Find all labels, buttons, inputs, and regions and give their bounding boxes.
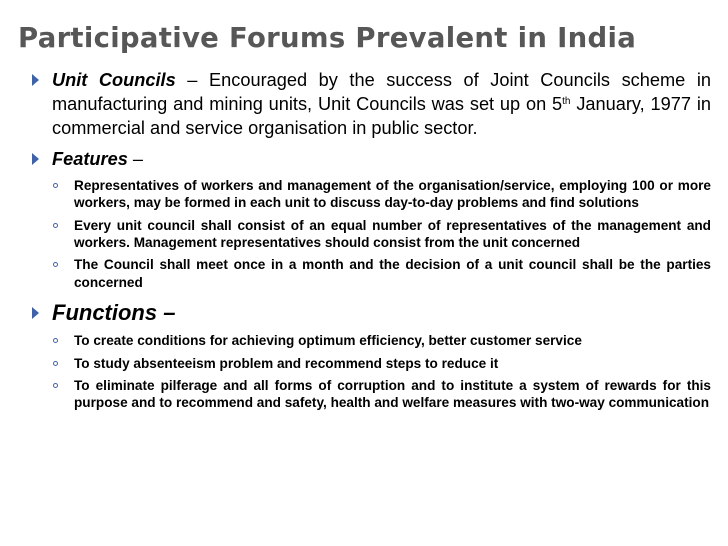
- list-item-text: Representatives of workers and management of the organisation/service, employing 100 or more workers, may be formed in each unit to discuss day-to-day problems and find solutions: [74, 177, 711, 211]
- list-item: [52, 332, 711, 349]
- list-item: [52, 177, 711, 212]
- slide-title: Participative Forums Prevalent in India: [18, 22, 637, 54]
- bullet-unit-councils: [30, 68, 711, 141]
- functions-dash: –: [157, 300, 176, 326]
- list-item-text: To eliminate pilferage and all forms of corruption and to institute a system of rewards for this purpose and to recommend and safety, health and welfare measures with two-way communication: [74, 378, 711, 411]
- circle-bullet-icon: [53, 361, 58, 366]
- bullet-functions: [30, 299, 711, 328]
- unit-councils-heading: Unit Councils: [52, 70, 176, 90]
- features-heading-line: [52, 147, 711, 171]
- triangle-bullet-icon: [32, 153, 39, 165]
- circle-bullet-icon: [53, 183, 58, 188]
- circle-bullet-icon: [53, 223, 58, 228]
- list-item-text: To create conditions for achieving optimum efficiency, better customer service: [74, 333, 582, 349]
- unit-councils-text: Encouraged by the success of Joint Councils scheme in manufacturing and mining units, Unit Councils was set up on 5: [52, 70, 711, 115]
- list-item: [52, 256, 711, 291]
- unit-councils-dash: –: [175, 70, 209, 90]
- circle-bullet-icon: [53, 262, 58, 267]
- functions-heading-line: [52, 299, 711, 328]
- bullet-features: [30, 147, 711, 171]
- list-item: [52, 377, 711, 412]
- features-dash: –: [127, 148, 143, 169]
- list-item-text: To study absenteeism problem and recommend steps to reduce it: [74, 355, 499, 371]
- ordinal-suffix: th: [562, 96, 571, 108]
- list-item-text: The Council shall meet once in a month and the decision of a unit council shall be the parties concerned: [74, 257, 711, 290]
- list-item-text: Every unit council shall consist of an equal number of representatives of the management and workers. Management representatives should consist from the unit concerned: [74, 217, 711, 251]
- triangle-bullet-icon: [32, 74, 39, 86]
- unit-councils-paragraph: [52, 68, 711, 141]
- circle-bullet-icon: [53, 338, 58, 343]
- functions-list: [30, 332, 711, 412]
- circle-bullet-icon: [53, 383, 58, 388]
- features-list: [30, 177, 711, 291]
- list-item: [52, 217, 711, 252]
- unit-councils-text-end: January, 1977 in commercial and service organisation in public sector.: [52, 94, 711, 139]
- list-item: [52, 355, 711, 372]
- functions-heading: Functions: [52, 300, 158, 326]
- slide-content: [30, 68, 711, 417]
- features-heading: Features: [52, 148, 128, 169]
- triangle-bullet-icon: [32, 307, 39, 319]
